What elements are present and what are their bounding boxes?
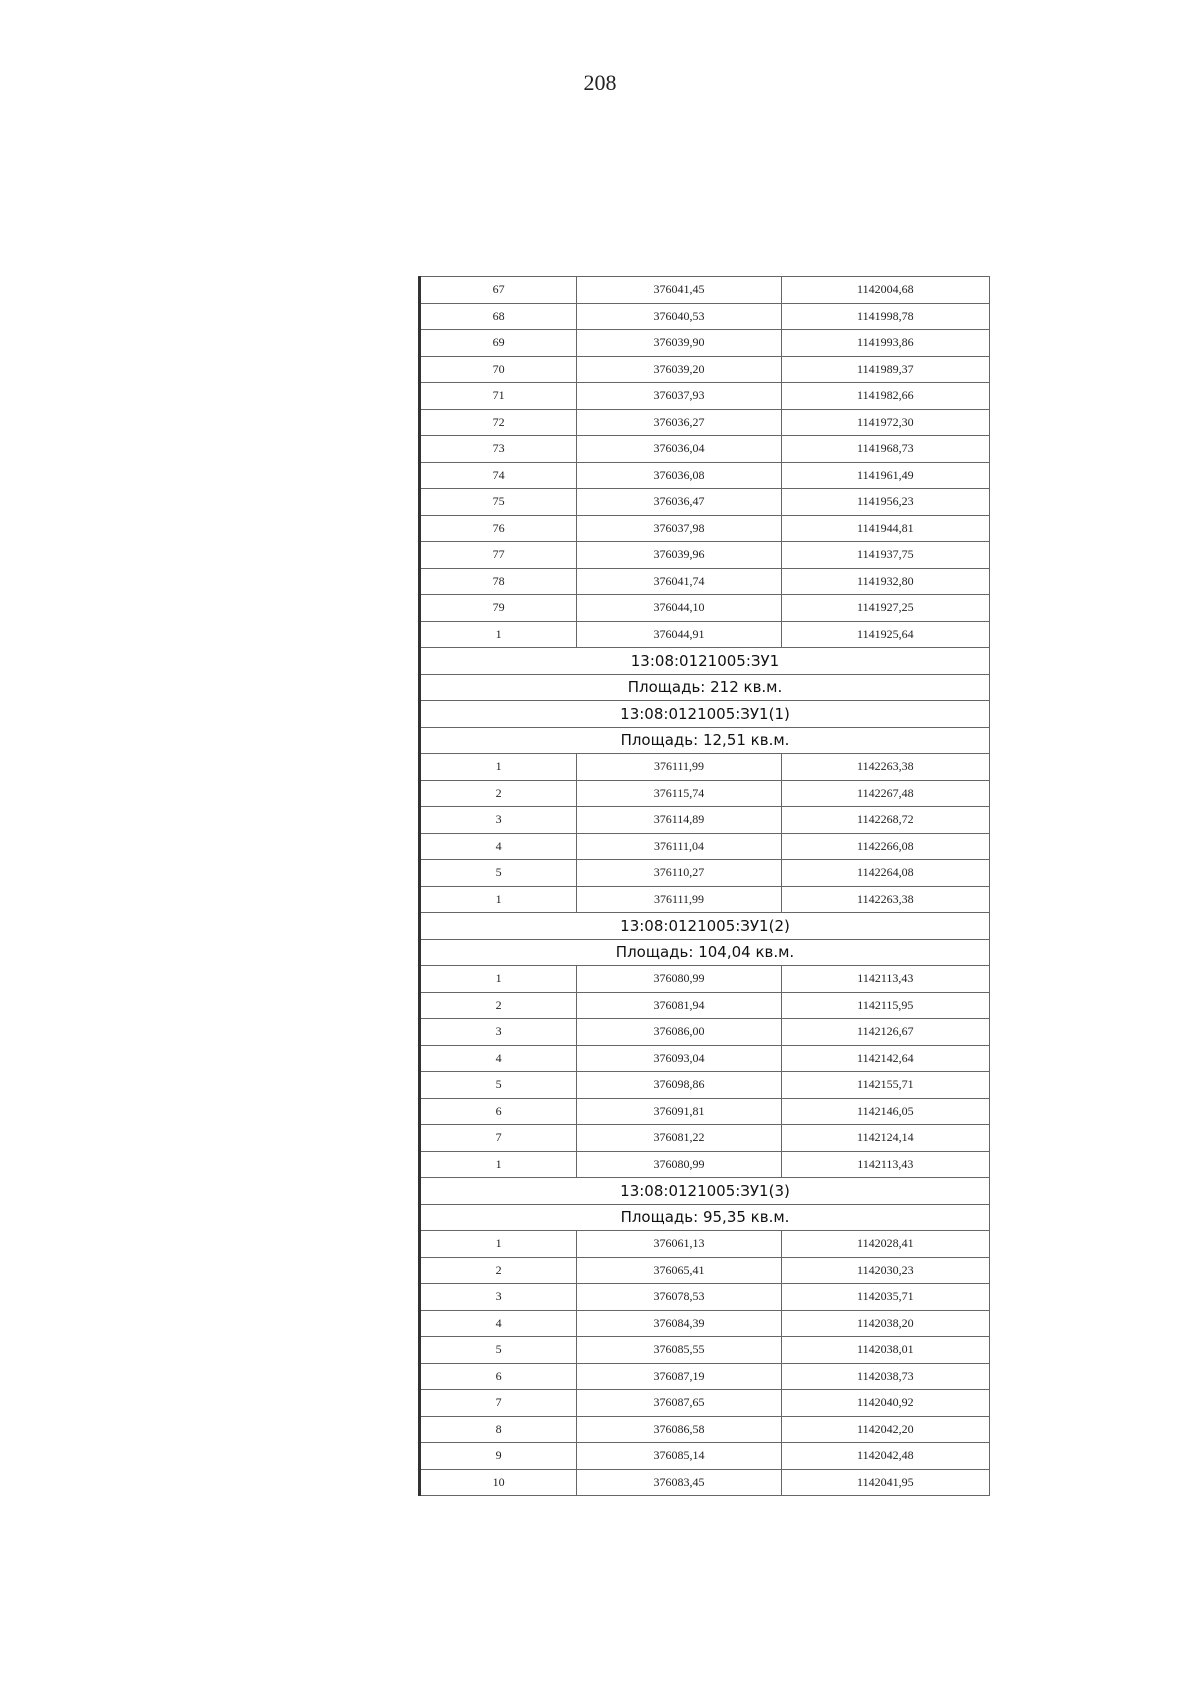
point-number-cell: 72 [420, 409, 577, 436]
point-number-cell: 3 [420, 1284, 577, 1311]
table-row [420, 1125, 990, 1152]
point-number-cell: 67 [420, 277, 577, 304]
point-number-cell: 1 [420, 886, 577, 913]
y-coordinate-cell: 1142263,38 [781, 754, 989, 781]
x-coordinate-cell: 376111,04 [577, 833, 781, 860]
y-coordinate-cell: 1141927,25 [781, 595, 989, 622]
table-row [420, 277, 990, 304]
x-coordinate-cell: 376110,27 [577, 860, 781, 887]
point-number-cell: 79 [420, 595, 577, 622]
coordinates-table [418, 276, 990, 1496]
x-coordinate-cell: 376080,99 [577, 1151, 781, 1178]
table-row [420, 1390, 990, 1417]
x-coordinate-cell: 376080,99 [577, 966, 781, 993]
table-row [420, 1072, 990, 1099]
y-coordinate-cell: 1142113,43 [781, 1151, 989, 1178]
table-row [420, 1098, 990, 1125]
section-cadastral-number [420, 701, 990, 728]
y-coordinate-cell: 1141961,49 [781, 462, 989, 489]
point-number-cell: 1 [420, 1231, 577, 1258]
area-cell: Площадь: 12,51 кв.м. [420, 727, 990, 754]
table-row [420, 833, 990, 860]
y-coordinate-cell: 1142115,95 [781, 992, 989, 1019]
x-coordinate-cell: 376087,19 [577, 1363, 781, 1390]
table-row [420, 436, 990, 463]
y-coordinate-cell: 1142004,68 [781, 277, 989, 304]
y-coordinate-cell: 1142040,92 [781, 1390, 989, 1417]
y-coordinate-cell: 1141998,78 [781, 303, 989, 330]
y-coordinate-cell: 1142155,71 [781, 1072, 989, 1099]
page-number: 208 [583, 70, 617, 95]
point-number-cell: 76 [420, 515, 577, 542]
table-row [420, 1337, 990, 1364]
x-coordinate-cell: 376039,96 [577, 542, 781, 569]
y-coordinate-cell: 1141956,23 [781, 489, 989, 516]
section-cadastral-number [420, 1178, 990, 1205]
cadastral-number-cell: 13:08:0121005:ЗУ1 [420, 648, 990, 675]
x-coordinate-cell: 376065,41 [577, 1257, 781, 1284]
table-row [420, 1151, 990, 1178]
point-number-cell: 1 [420, 754, 577, 781]
x-coordinate-cell: 376086,00 [577, 1019, 781, 1046]
y-coordinate-cell: 1142030,23 [781, 1257, 989, 1284]
x-coordinate-cell: 376087,65 [577, 1390, 781, 1417]
point-number-cell: 78 [420, 568, 577, 595]
table-row [420, 1416, 990, 1443]
section-cadastral-number [420, 648, 990, 675]
point-number-cell: 4 [420, 833, 577, 860]
x-coordinate-cell: 376093,04 [577, 1045, 781, 1072]
table-row [420, 807, 990, 834]
table-row [420, 1284, 990, 1311]
x-coordinate-cell: 376081,94 [577, 992, 781, 1019]
point-number-cell: 8 [420, 1416, 577, 1443]
point-number-cell: 2 [420, 780, 577, 807]
section-cadastral-number [420, 913, 990, 940]
table-row [420, 409, 990, 436]
table-row [420, 1310, 990, 1337]
x-coordinate-cell: 376085,14 [577, 1443, 781, 1470]
y-coordinate-cell: 1142042,20 [781, 1416, 989, 1443]
x-coordinate-cell: 376036,27 [577, 409, 781, 436]
y-coordinate-cell: 1141937,75 [781, 542, 989, 569]
x-coordinate-cell: 376036,47 [577, 489, 781, 516]
cadastral-number-cell: 13:08:0121005:ЗУ1(3) [420, 1178, 990, 1205]
y-coordinate-cell: 1142042,48 [781, 1443, 989, 1470]
table-row [420, 1019, 990, 1046]
x-coordinate-cell: 376037,93 [577, 383, 781, 410]
x-coordinate-cell: 376044,10 [577, 595, 781, 622]
x-coordinate-cell: 376061,13 [577, 1231, 781, 1258]
y-coordinate-cell: 1141932,80 [781, 568, 989, 595]
y-coordinate-cell: 1142038,73 [781, 1363, 989, 1390]
x-coordinate-cell: 376078,53 [577, 1284, 781, 1311]
table-row [420, 383, 990, 410]
y-coordinate-cell: 1142035,71 [781, 1284, 989, 1311]
area-cell: Площадь: 95,35 кв.м. [420, 1204, 990, 1231]
x-coordinate-cell: 376098,86 [577, 1072, 781, 1099]
point-number-cell: 77 [420, 542, 577, 569]
y-coordinate-cell: 1141972,30 [781, 409, 989, 436]
x-coordinate-cell: 376037,98 [577, 515, 781, 542]
point-number-cell: 1 [420, 966, 577, 993]
point-number-cell: 68 [420, 303, 577, 330]
y-coordinate-cell: 1141925,64 [781, 621, 989, 648]
point-number-cell: 71 [420, 383, 577, 410]
y-coordinate-cell: 1142146,05 [781, 1098, 989, 1125]
table-row [420, 966, 990, 993]
y-coordinate-cell: 1142268,72 [781, 807, 989, 834]
area-cell: Площадь: 212 кв.м. [420, 674, 990, 701]
point-number-cell: 70 [420, 356, 577, 383]
point-number-cell: 6 [420, 1363, 577, 1390]
x-coordinate-cell: 376091,81 [577, 1098, 781, 1125]
y-coordinate-cell: 1142264,08 [781, 860, 989, 887]
table-row [420, 1443, 990, 1470]
point-number-cell: 4 [420, 1045, 577, 1072]
y-coordinate-cell: 1142041,95 [781, 1469, 989, 1496]
y-coordinate-cell: 1141989,37 [781, 356, 989, 383]
point-number-cell: 73 [420, 436, 577, 463]
y-coordinate-cell: 1141944,81 [781, 515, 989, 542]
table-row [420, 542, 990, 569]
point-number-cell: 69 [420, 330, 577, 357]
y-coordinate-cell: 1142263,38 [781, 886, 989, 913]
x-coordinate-cell: 376041,45 [577, 277, 781, 304]
x-coordinate-cell: 376085,55 [577, 1337, 781, 1364]
table-row [420, 860, 990, 887]
x-coordinate-cell: 376084,39 [577, 1310, 781, 1337]
section-area [420, 939, 990, 966]
table-row [420, 992, 990, 1019]
table-row [420, 754, 990, 781]
x-coordinate-cell: 376039,90 [577, 330, 781, 357]
x-coordinate-cell: 376036,04 [577, 436, 781, 463]
point-number-cell: 5 [420, 1072, 577, 1099]
x-coordinate-cell: 376083,45 [577, 1469, 781, 1496]
point-number-cell: 3 [420, 807, 577, 834]
table-row [420, 780, 990, 807]
point-number-cell: 3 [420, 1019, 577, 1046]
x-coordinate-cell: 376111,99 [577, 754, 781, 781]
table-row [420, 489, 990, 516]
x-coordinate-cell: 376086,58 [577, 1416, 781, 1443]
point-number-cell: 7 [420, 1390, 577, 1417]
table-row [420, 1231, 990, 1258]
x-coordinate-cell: 376081,22 [577, 1125, 781, 1152]
y-coordinate-cell: 1141982,66 [781, 383, 989, 410]
y-coordinate-cell: 1142124,14 [781, 1125, 989, 1152]
cadastral-number-cell: 13:08:0121005:ЗУ1(2) [420, 913, 990, 940]
table-row [420, 356, 990, 383]
table-row [420, 1469, 990, 1496]
cadastral-number-cell: 13:08:0121005:ЗУ1(1) [420, 701, 990, 728]
point-number-cell: 1 [420, 621, 577, 648]
y-coordinate-cell: 1142266,08 [781, 833, 989, 860]
x-coordinate-cell: 376044,91 [577, 621, 781, 648]
point-number-cell: 2 [420, 1257, 577, 1284]
x-coordinate-cell: 376040,53 [577, 303, 781, 330]
area-cell: Площадь: 104,04 кв.м. [420, 939, 990, 966]
point-number-cell: 74 [420, 462, 577, 489]
y-coordinate-cell: 1142113,43 [781, 966, 989, 993]
point-number-cell: 75 [420, 489, 577, 516]
x-coordinate-cell: 376036,08 [577, 462, 781, 489]
table-row [420, 1363, 990, 1390]
point-number-cell: 10 [420, 1469, 577, 1496]
table-row [420, 886, 990, 913]
y-coordinate-cell: 1142142,64 [781, 1045, 989, 1072]
y-coordinate-cell: 1142028,41 [781, 1231, 989, 1258]
table-row [420, 462, 990, 489]
y-coordinate-cell: 1141993,86 [781, 330, 989, 357]
section-area [420, 727, 990, 754]
x-coordinate-cell: 376114,89 [577, 807, 781, 834]
point-number-cell: 5 [420, 860, 577, 887]
table-row [420, 1045, 990, 1072]
y-coordinate-cell: 1141968,73 [781, 436, 989, 463]
section-area [420, 1204, 990, 1231]
table-row [420, 1257, 990, 1284]
table-row [420, 303, 990, 330]
y-coordinate-cell: 1142267,48 [781, 780, 989, 807]
table-row [420, 515, 990, 542]
point-number-cell: 7 [420, 1125, 577, 1152]
section-area [420, 674, 990, 701]
point-number-cell: 9 [420, 1443, 577, 1470]
point-number-cell: 2 [420, 992, 577, 1019]
x-coordinate-cell: 376111,99 [577, 886, 781, 913]
point-number-cell: 5 [420, 1337, 577, 1364]
point-number-cell: 4 [420, 1310, 577, 1337]
point-number-cell: 1 [420, 1151, 577, 1178]
y-coordinate-cell: 1142038,20 [781, 1310, 989, 1337]
table-row [420, 568, 990, 595]
x-coordinate-cell: 376115,74 [577, 780, 781, 807]
point-number-cell: 6 [420, 1098, 577, 1125]
x-coordinate-cell: 376039,20 [577, 356, 781, 383]
x-coordinate-cell: 376041,74 [577, 568, 781, 595]
table-row [420, 595, 990, 622]
table-row [420, 330, 990, 357]
y-coordinate-cell: 1142038,01 [781, 1337, 989, 1364]
y-coordinate-cell: 1142126,67 [781, 1019, 989, 1046]
table-row [420, 621, 990, 648]
